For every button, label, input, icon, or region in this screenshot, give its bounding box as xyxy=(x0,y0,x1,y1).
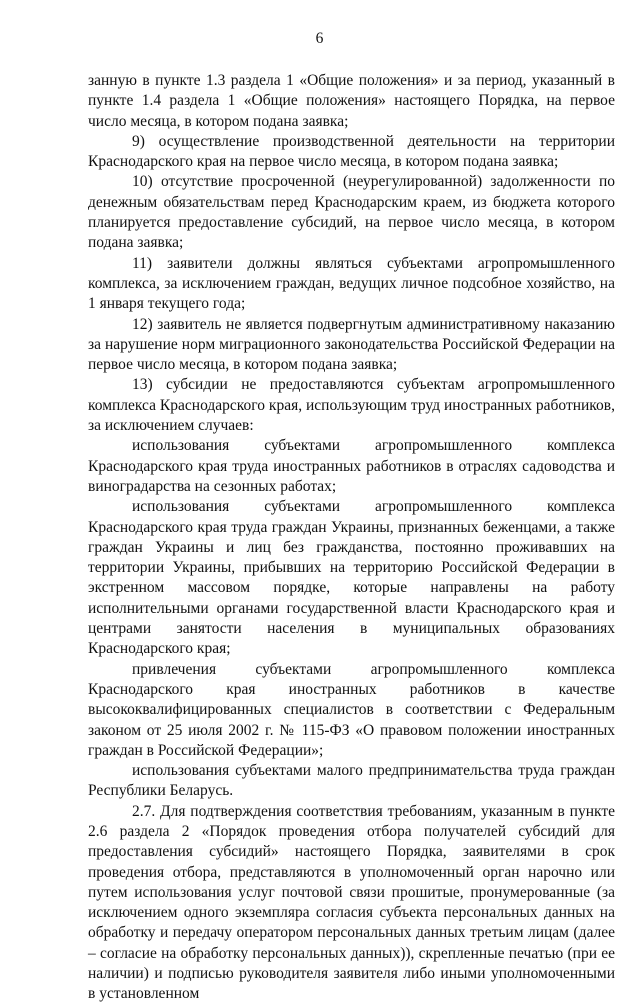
paragraph-item-13: 13) субсидии не предоставляются субъектам агропромышленного комплекса Краснодарского края, использующим труд иностранных работников, за исключением случаев: xyxy=(88,376,615,435)
document-body xyxy=(88,71,615,1005)
paragraph-section-2-7: 2.7. Для подтверждения соответствия требованиям, указанным в пункте 2.6 раздела 2 «Порядок проведения отбора получателей субсидий для предоставления субсидий» настоящего Порядка, заявителями в срок проведения отбора, представляются в уполномоченный орган нарочно или путем использования услуг почтовой связи прошитые, пронумерованные (за исключением одного экземпляра согласия субъекта персональных данных на обработку и передачу оператором персональных данных третьим лицам (далее – согласие на обработку персональных данных)), скрепленные печатью (при ее наличии) и подписью руководителя заявителя либо иными уполномоченными в установленном xyxy=(88,802,615,1003)
page-number: 6 xyxy=(315,30,324,47)
paragraph-continuation: занную в пункте 1.3 раздела 1 «Общие положения» и за период, указанный в пункте 1.4 раздела 1 «Общие положения» настоящего Порядка, на первое число месяца, в котором подана заявка; xyxy=(88,72,615,130)
paragraph-exception-4: использования субъектами малого предпринимательства труда граждан Республики Беларусь. xyxy=(88,762,615,800)
paragraph-item-11: 11) заявители должны являться субъектами агропромышленного комплекса, за исключением граждан, ведущих личное подсобное хозяйство, на 1 января текущего года; xyxy=(88,254,615,313)
paragraph-item-9: 9) осуществление производственной деятельности на территории Краснодарского края на первое число месяца, в котором подана заявка; xyxy=(88,132,615,171)
paragraph-item-10: 10) отсутствие просроченной (неурегулированной) задолженности по денежным обязательствам перед Краснодарским краем, из бюджета которого планируется предоставление субсидий, на первое число месяца, в котором подана заявка; xyxy=(88,173,615,252)
paragraph-exception-1: использования субъектами агропромышленного комплекса Краснодарского края труда иностранных работников в отраслях садоводства и виноградарства на сезонных работах; xyxy=(88,437,615,495)
paragraph-item-12: 12) заявитель не является подвергнутым административному наказанию за нарушение норм миграционного законодательства Российской Федерации на первое число месяца, в котором подана заявка; xyxy=(88,315,615,374)
paragraph-exception-2: использования субъектами агропромышленного комплекса Краснодарского края труда граждан Украины, признанных беженцами, а также граждан Украины и лиц без гражданства, постоянно проживавших на территории Украины, прибывших на территорию Российской Федерации в экстренном массовом порядке, которые направлены на работу исполнительными органами государственной власти Краснодарского края и центрами занятости населения в муниципальных образованиях Краснодарского края; xyxy=(88,498,615,658)
paragraph-exception-3: привлечения субъектами агропромышленного комплекса Краснодарского края иностранных работников в качестве высококвалифицированных специалистов в соответствии с Федеральным законом от 25 июля 2002 г. № 115-ФЗ «О правовом положении иностранных граждан в Российской Федерации»; xyxy=(88,660,615,759)
